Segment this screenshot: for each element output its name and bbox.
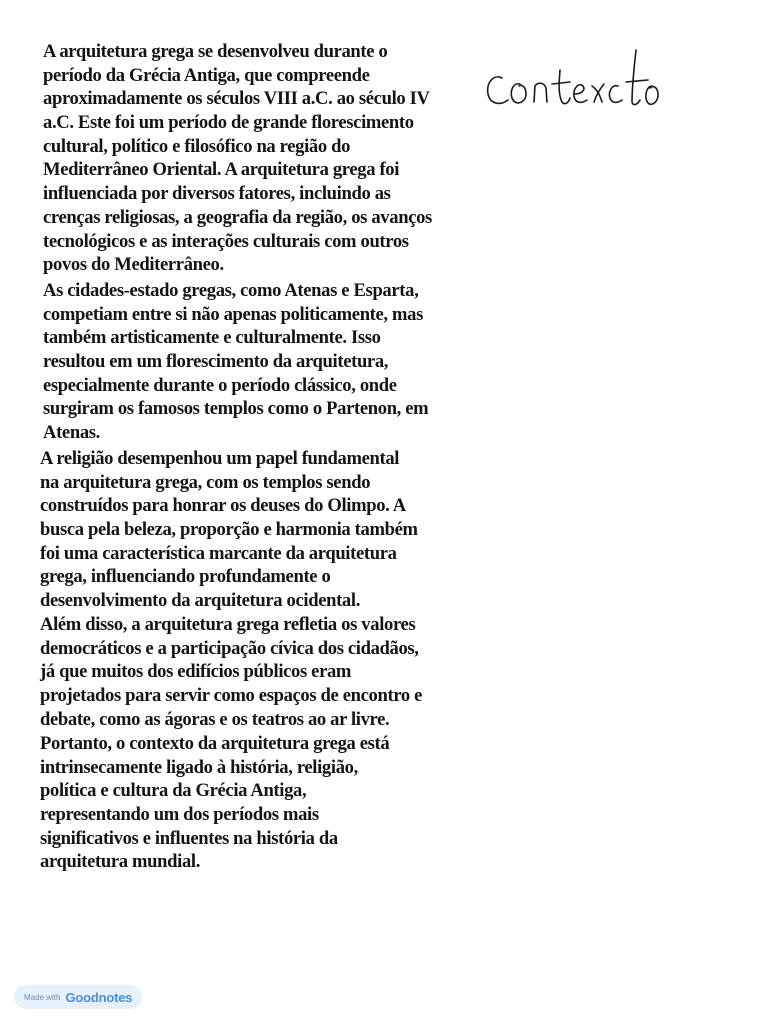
text-line: resultou em um florescimento da arquitetura,: [43, 351, 389, 373]
text-line: A arquitetura grega se desenvolveu durante o: [43, 41, 388, 62]
text-line: povos do Mediterrâneo.: [43, 254, 224, 276]
text-line: democráticos e a participação cívica dos cidadãos,: [40, 637, 419, 659]
text-line: já que muitos dos edifícios públicos eram: [40, 661, 352, 683]
text-line: construídos para honrar os deuses do Olimpo. A: [40, 495, 406, 517]
paragraph-democracy: [40, 613, 422, 731]
text-line: grega, influenciando profundamente o: [40, 566, 331, 588]
text-line: busca pela beleza, proporção e harmonia também: [40, 519, 418, 541]
handwritten-note-contexto: [480, 40, 665, 132]
text-line: desenvolvimento da arquitetura ocidental.: [40, 590, 360, 612]
text-line: foi uma característica marcante da arquitetura: [40, 542, 397, 564]
paragraph-context: [43, 40, 432, 277]
text-line: também artisticamente e culturalmente. Isso: [43, 327, 381, 349]
text-line: As cidades-estado gregas, como Atenas e Esparta,: [43, 280, 419, 301]
text-line: Portanto, o contexto da arquitetura grega está: [40, 733, 390, 754]
text-line: A religião desempenhou um papel fundamental: [40, 448, 400, 469]
text-line: debate, como as ágoras e os teatros ao ar livre.: [40, 708, 390, 730]
text-line: arquitetura mundial.: [40, 851, 201, 873]
text-line: intrinsecamente ligado à história, religião,: [40, 756, 358, 778]
text-line: Além disso, a arquitetura grega refletia os valores: [40, 614, 416, 635]
text-line: surgiram os famosos templos como o Partenon, em: [43, 398, 429, 420]
paragraph-religion: [40, 447, 418, 613]
text-line: tecnológicos e as interações culturais com outros: [43, 230, 409, 252]
made-with-label: Made with: [24, 992, 61, 1002]
text-line: crenças religiosas, a geografia da região, os avanços: [43, 206, 432, 228]
text-line: Atenas.: [43, 422, 100, 444]
text-line: representando um dos períodos mais: [40, 804, 319, 826]
made-with-goodnotes-badge: [14, 985, 142, 1009]
text-line: política e cultura da Grécia Antiga,: [40, 780, 307, 802]
text-line: a.C. Este foi um período de grande florescimento: [43, 112, 414, 134]
text-line: na arquitetura grega, com os templos sendo: [40, 471, 371, 493]
text-line: competiam entre si não apenas politicamente, mas: [43, 303, 423, 325]
text-line: significativos e influentes na história da: [40, 827, 338, 849]
text-line: Mediterrâneo Oriental. A arquitetura grega foi: [43, 159, 400, 181]
paragraph-city-states: [43, 279, 428, 445]
goodnotes-brand: Goodnotes: [65, 989, 133, 1005]
text-line: cultural, político e filosófico na região do: [43, 135, 351, 157]
text-line: período da Grécia Antiga, que compreende: [43, 64, 370, 86]
text-line: projetados para servir como espaços de encontro e: [40, 685, 423, 707]
text-line: influenciada por diversos fatores, incluindo as: [43, 183, 391, 205]
text-line: especialmente durante o período clássico, onde: [43, 374, 397, 396]
text-line: aproximadamente os séculos VIII a.C. ao século IV: [43, 88, 430, 110]
paragraph-conclusion: [40, 732, 389, 874]
